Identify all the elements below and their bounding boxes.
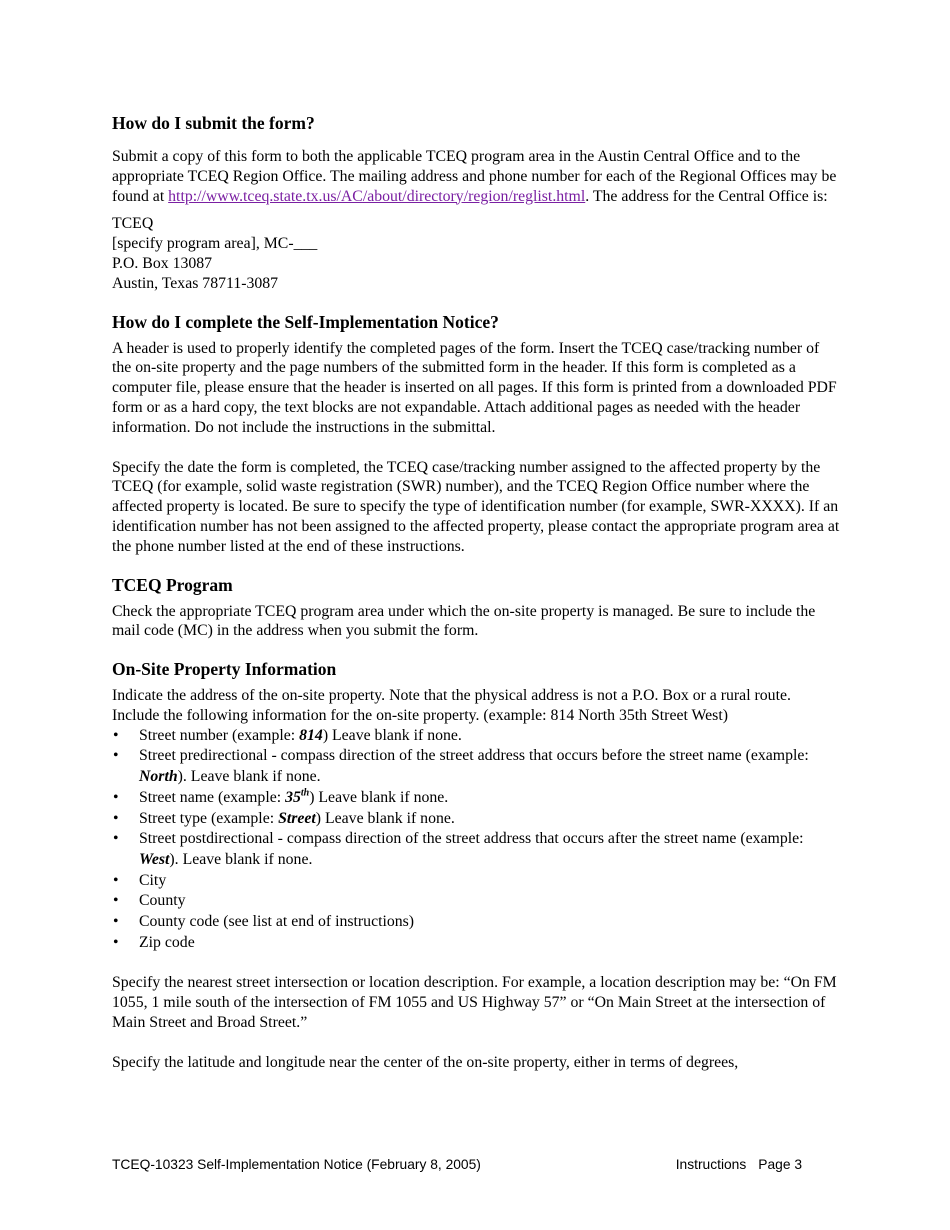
bullet-text: Street number (example: [139,726,300,744]
bullet-text: ). Leave blank if none. [177,768,321,786]
bullet-icon: • [113,747,119,765]
list-item [112,746,842,787]
submit-text-after-link: . The address for the Central Office is: [585,187,828,205]
program-paragraph: Check the appropriate TCEQ program area under which the on-site property is managed. Be sure to include the mail code (MC) in the address when you submit the form. [112,602,816,640]
bullet-text: Street type (example: [139,809,279,827]
list-item [112,871,842,892]
regional-offices-link[interactable]: http://www.tceq.state.tx.us/AC/about/directory/region/reglist.html [168,187,586,205]
heading-submit-form: How do I submit the form? [112,113,315,133]
address-line: TCEQ [112,215,154,233]
central-office-address [112,214,842,293]
address-components-list [112,726,842,954]
bullet-text: ) Leave blank if none. [309,788,449,806]
date-tracking-paragraph: Specify the date the form is completed, the TCEQ case/tracking number assigned to the affected property by the TCEQ (for example, solid waste registration (SWR) number), and the TCEQ Region Office number where the affected property is located. Be sure to specify the type of identification number (for example, SWR-XXXX). If an identification number has not been assigned to the affected property, please contact the appropriate program area at the phone number listed at the end of these instructions. [112,458,840,555]
bullet-icon: • [113,933,119,951]
bullet-text: County code (see list at end of instructions) [139,913,415,931]
document-page [112,112,842,1073]
example-value: 814 [299,726,323,744]
heading-complete-notice: How do I complete the Self-Implementation Notice? [112,311,499,332]
footer-section: Instructions [675,1157,747,1172]
list-item [112,809,842,830]
heading-onsite-property: On-Site Property Information [112,659,337,680]
list-item [112,829,842,870]
address-line: [specify program area], MC-___ [112,235,318,253]
list-item [112,912,842,933]
intersection-paragraph: Specify the nearest street intersection or location description. For example, a location description may be: “On FM 1055, 1 mile south of the intersection of FM 1055 and US Highway 57” or “On Main Street at the intersection of Main Street and Broad Street.” [112,974,837,1032]
bullet-icon: • [113,726,119,744]
bullet-text: ). Leave blank if none. [169,850,313,868]
bullet-text: City [139,871,167,889]
onsite-intro-paragraph: Indicate the address of the on-site property. Note that the physical address is not a P.O. Box or a rural route. Include the following information for the on-site property. (example: 814 North 35th Street West) [112,687,791,724]
footer-page-number: Page 3 [758,1157,802,1172]
bullet-icon: • [113,788,119,806]
submit-text-before-link: Submit a copy of this form to both the applicable TCEQ program area in the Austin Central Office and to the appropriate TCEQ Region Office. The mailing address and phone number for each of the Regional Offices may be found at [112,148,837,205]
bullet-icon: • [113,830,119,848]
footer-right [676,1156,802,1174]
bullet-icon: • [113,892,119,910]
bullet-icon: • [113,913,119,931]
header-instructions-paragraph: A header is used to properly identify the completed pages of the form. Insert the TCEQ case/tracking number of the on-site property and the page numbers of the submitted form in the header. If this form is completed as a computer file, please ensure that the header is inserted on all pages. If this form is printed from a downloaded PDF form or as a hard copy, the text blocks are not expandable. Attach additional pages as needed with the header information. Do not include the instructions in the submittal. [112,339,837,436]
list-item [112,726,842,747]
list-item [112,891,842,912]
bullet-icon: • [113,871,119,889]
bullet-text: Street postdirectional - compass direction of the street address that occurs after the street name (example: [139,830,804,848]
bullet-text: County [139,892,186,910]
bullet-text: ) Leave blank if none. [322,726,462,744]
bullet-text: Street name (example: [139,788,286,806]
list-item [112,933,842,954]
example-value: West [139,850,170,868]
bullet-text: Street predirectional - compass direction of the street address that occurs before the street name (example: [139,747,809,765]
heading-tceq-program: TCEQ Program [112,574,233,595]
submit-paragraph [112,147,842,206]
bullet-text: Zip code [139,933,195,951]
bullet-icon: • [113,809,119,827]
address-line: P.O. Box 13087 [112,254,213,272]
bullet-text: ) Leave blank if none. [315,809,455,827]
example-number: 35 [285,788,301,806]
list-item [112,788,842,809]
example-value [285,789,309,806]
example-value: North [139,768,178,786]
example-value: Street [278,809,316,827]
ordinal-suffix: th [300,787,310,799]
footer-form-id: TCEQ-10323 Self-Implementation Notice (February 8, 2005) [112,1157,481,1172]
latlong-paragraph: Specify the latitude and longitude near the center of the on-site property, either in terms of degrees, [112,1053,739,1071]
address-line: Austin, Texas 78711-3087 [112,274,279,292]
